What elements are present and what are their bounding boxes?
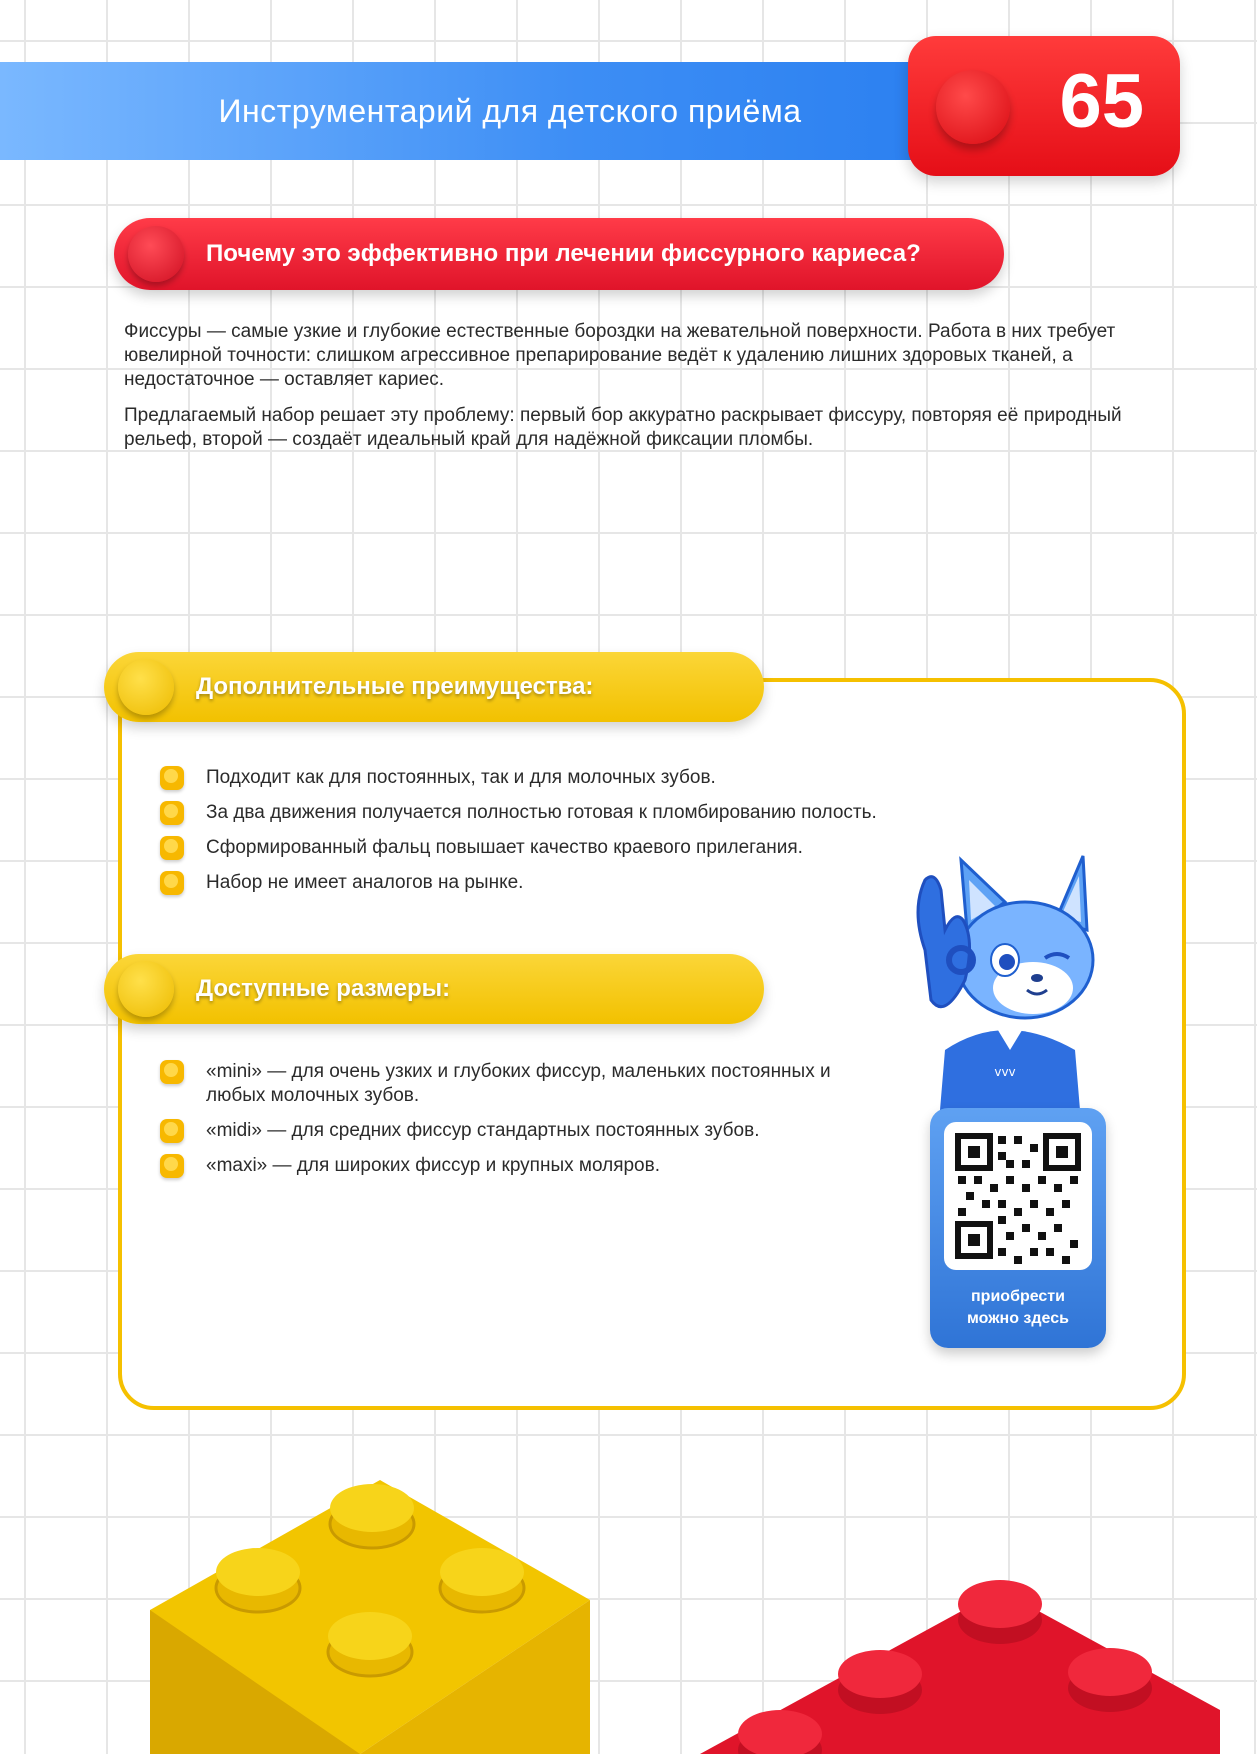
- list-item: «midi» — для средних фиссур стандартных постоянных зубов.: [160, 1119, 880, 1143]
- fox-mascot-icon: [905, 850, 1105, 1110]
- qr-card[interactable]: [930, 1108, 1106, 1348]
- bullet-icon: [160, 836, 184, 860]
- intro-text: [124, 320, 1124, 464]
- intro-paragraph: Фиссуры — самые узкие и глубокие естественные бороздки на жевательной поверхности. Работа в них требует ювелирной точности: слишком агрессивное препарирование ведёт к удалению лишних здоровых тканей, а недостаточное — оставляет кариес.: [124, 321, 1116, 390]
- sizes-heading: Доступные размеры:: [196, 975, 451, 1002]
- bullet-icon: [160, 1119, 184, 1143]
- advantages-list: [160, 766, 980, 906]
- section-heading-text: Почему это эффективно при лечении фиссурного кариеса?: [206, 240, 921, 267]
- section-heading-advantages: [104, 652, 764, 722]
- bullet-icon: [160, 871, 184, 895]
- list-item: Сформированный фальц повышает качество краевого прилегания.: [160, 836, 980, 860]
- header-bar: [0, 62, 960, 160]
- qr-caption: приобрести можно здесь: [967, 1288, 1069, 1327]
- lego-bricks-decoration: [0, 1420, 1257, 1754]
- list-item: Набор не имеет аналогов на рынке.: [160, 871, 980, 895]
- bullet-knob-icon: [118, 659, 174, 715]
- page-number: 65: [1059, 59, 1144, 144]
- sizes-list: [160, 1060, 880, 1189]
- bullet-icon: [160, 1060, 184, 1084]
- advantages-heading: Дополнительные преимущества:: [196, 673, 594, 700]
- brick-stud-icon: [936, 70, 1010, 144]
- page-number-block: [908, 36, 1180, 176]
- bullet-icon: [160, 1154, 184, 1178]
- list-item: Подходит как для постоянных, так и для молочных зубов.: [160, 766, 980, 790]
- list-item: За два движения получается полностью готовая к пломбированию полость.: [160, 801, 980, 825]
- bullet-knob-icon: [118, 961, 174, 1017]
- intro-paragraph: Предлагаемый набор решает эту проблему: первый бор аккуратно раскрывает фиссуру, повторяя её природный рельеф, второй — создаёт идеальный край для надёжной фиксации пломбы.: [124, 405, 1122, 450]
- svg-text:vvv: vvv: [994, 1065, 1016, 1079]
- section-heading-sizes: [104, 954, 764, 1024]
- bullet-icon: [160, 801, 184, 825]
- section-heading-main: [114, 218, 1004, 290]
- red-brick-icon: [700, 1580, 1220, 1754]
- qr-code[interactable]: [944, 1122, 1092, 1270]
- bullet-icon: [160, 766, 184, 790]
- list-item: «maxi» — для широких фиссур и крупных моляров.: [160, 1154, 880, 1178]
- qr-code-icon: [944, 1122, 1092, 1270]
- list-item: «mini» — для очень узких и глубоких фиссур, маленьких постоянных и любых молочных зубов.: [160, 1060, 880, 1108]
- page-title: Инструментарий для детского приёма: [218, 92, 802, 129]
- bullet-knob-icon: [128, 226, 184, 282]
- yellow-brick-icon: [150, 1480, 590, 1754]
